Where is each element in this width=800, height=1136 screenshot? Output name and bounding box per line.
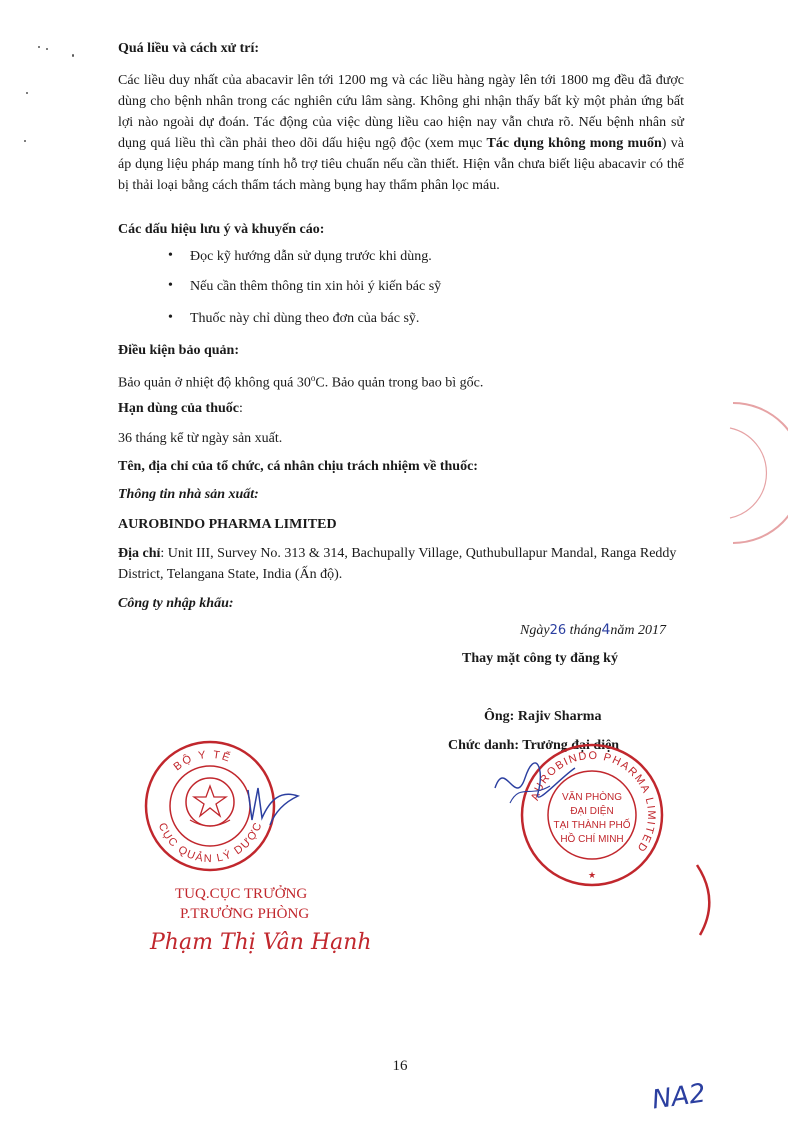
address-text: : Unit III, Survey No. 313 & 314, Bachupally Village, Quthubullapur Mandal, Ranga Reddy District, Telangana State, India (Ấn độ). — [118, 546, 677, 582]
partial-stamp-arc — [692, 860, 722, 940]
date-prefix: Ngày — [520, 623, 550, 638]
stamp-ring-text: AUROBINDO PHARMA LIMITED — [529, 749, 658, 855]
storage-text: Bảo quản ở nhiệt độ không quá 30 — [118, 375, 311, 391]
responsible-heading: Tên, địa chỉ của tổ chức, cá nhân chịu trách nhiệm về thuốc: — [118, 459, 478, 474]
stamp-ring-top: BỘ Y TẾ — [171, 748, 234, 774]
warning-text: Đọc kỹ hướng dẫn sử dụng trước khi dùng. — [190, 249, 432, 264]
manufacturer-label: Thông tin nhà sản xuất: — [118, 487, 259, 502]
official-title-line2: P.TRƯỞNG PHÒNG — [180, 906, 310, 922]
warning-text: Nếu cần thêm thông tin xin hỏi ý kiến bác sỹ — [190, 279, 442, 294]
overdose-heading: Quá liều và cách xử trí: — [118, 41, 259, 56]
stamp-line: VĂN PHÒNG — [561, 792, 623, 803]
ministry-signature — [240, 770, 310, 840]
list-item — [168, 278, 442, 295]
list-item — [168, 310, 420, 327]
storage-body — [118, 368, 684, 394]
partial-stamp-ring — [697, 865, 709, 935]
bullet-icon: • — [168, 278, 173, 293]
overdose-body — [118, 70, 684, 196]
date-year: năm 2017 — [610, 623, 667, 638]
stamp-ring-bottom: CỤC QUẢN LÝ DƯỢC — [155, 819, 265, 866]
bullet-icon: • — [168, 310, 173, 325]
stamp-line: HỒ CHÍ MINH — [560, 834, 624, 845]
official-title-line1: TUQ.CỤC TRƯỞNG — [175, 886, 308, 902]
emblem-icon — [186, 778, 234, 826]
importer-label: Công ty nhập khẩu: — [118, 596, 234, 611]
partial-stamp-ring — [733, 403, 788, 543]
date-month-handwritten: 4 — [601, 622, 611, 638]
manufacturer-name: AUROBINDO PHARMA LIMITED — [118, 517, 337, 532]
expiry-body: 36 tháng kể từ ngày sản xuất. — [118, 431, 283, 446]
bullet-icon: • — [168, 248, 173, 263]
scan-speck — [38, 46, 40, 48]
overdose-body-text: Các liều duy nhất của abacavir lên tới 1200 mg và các liều hàng ngày lên tới 1800 mg đều đã được dùng cho bệnh nhân trong các nghiên cứu lâm sàng. Không ghi nhận thấy bất kỳ một phản ứng bất lợi nào ngoài dự đoán. Tác động của việc dùng liều cao hiện nay vẫn chưa rõ. Nếu bệnh nhân sử dụng quá liều thì cần phải theo dõi dấu hiệu ngộ độc (xem mục — [118, 73, 684, 151]
date-day-handwritten: 26 — [549, 623, 567, 638]
official-signer-name: Phạm Thị Vân Hạnh — [150, 930, 372, 955]
expiry-heading: Hạn dùng của thuốc — [118, 401, 239, 416]
manufacturer-address — [118, 543, 684, 585]
stamp-line: TẠI THÀNH PHỐ — [553, 820, 631, 831]
scan-speck — [26, 92, 28, 94]
scan-speck — [72, 54, 74, 57]
on-behalf-label: Thay mặt công ty đăng ký — [462, 651, 618, 666]
signature-stroke — [495, 763, 575, 797]
company-signature — [490, 748, 580, 818]
signer-title: Chức danh: Trưởng đại diện — [448, 738, 620, 753]
storage-heading: Điều kiện bảo quản: — [118, 343, 239, 358]
scan-speck — [46, 48, 48, 50]
scan-speck — [24, 140, 26, 142]
list-item — [168, 248, 432, 265]
signature-stroke — [248, 788, 298, 825]
storage-text-end: C. Bảo quản trong bao bì gốc. — [315, 375, 484, 391]
expiry-colon: : — [238, 401, 243, 416]
page-number: 16 — [392, 1058, 408, 1074]
address-label: Địa chỉ — [118, 546, 161, 561]
signer-name: Ông: Rajiv Sharma — [484, 709, 602, 724]
warning-text: Thuốc này chỉ dùng theo đơn của bác sỹ. — [190, 311, 420, 326]
overdose-crossref: Tác dụng không mong muốn — [486, 136, 662, 151]
expiry-heading-line — [118, 398, 684, 419]
star-icon: ★ — [587, 871, 597, 881]
handwritten-initials: NA2 — [650, 1078, 708, 1116]
overdose-body-text-end: ) và áp dụng liệu pháp mang tính hỗ trợ tiêu chuẩn nếu cần thiết. Hiện vẫn chưa biết liệu abacavir có thể bị thải loại bằng cách thẩm tách màng bụng hay thẩm phân lọc máu. — [118, 136, 684, 193]
partial-stamp-ring — [730, 428, 766, 518]
degree-sup: o — [310, 373, 316, 383]
warnings-heading: Các dấu hiệu lưu ý và khuyến cáo: — [118, 222, 325, 237]
partial-stamp-edge — [728, 398, 788, 548]
signature-date — [520, 622, 666, 639]
date-month-word: tháng — [566, 623, 602, 638]
stamp-line: ĐẠI DIỆN — [570, 806, 614, 817]
